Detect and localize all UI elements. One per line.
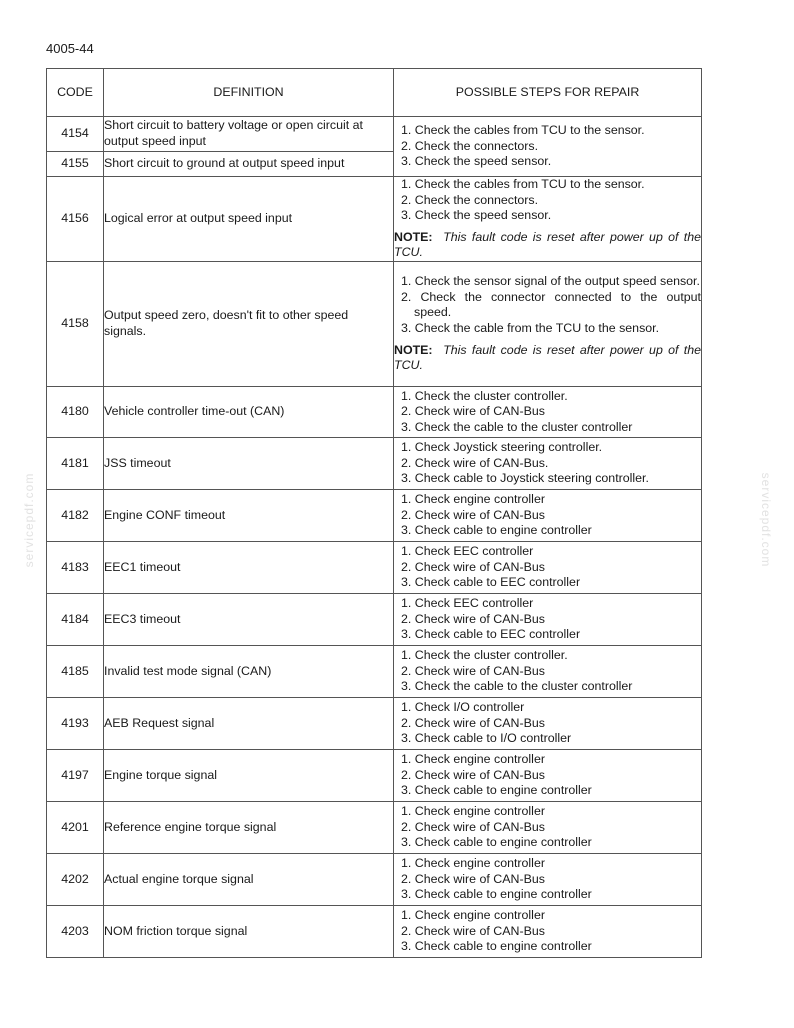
table-row <box>47 749 702 801</box>
table-row <box>47 489 702 541</box>
repair-step: 2. Check wire of CAN-Bus <box>394 924 701 940</box>
repair-step-list <box>394 908 701 955</box>
repair-step: 1. Check the cables from TCU to the sensor. <box>394 177 701 193</box>
table-row <box>47 905 702 957</box>
repair-step: 1. Check engine controller <box>394 804 701 820</box>
table-row <box>47 261 702 386</box>
table-row <box>47 645 702 697</box>
repair-step: 3. Check the cable from the TCU to the sensor. <box>394 321 701 337</box>
repair-step: 1. Check Joystick steering controller. <box>394 440 701 456</box>
repair-step: 1. Check the cables from TCU to the sensor. <box>394 123 701 139</box>
table-row <box>47 593 702 645</box>
fault-code: 4154 <box>47 117 104 152</box>
repair-step: 1. Check engine controller <box>394 908 701 924</box>
repair-step: 1. Check the sensor signal of the output speed sensor. <box>394 274 701 290</box>
repair-steps <box>394 261 702 386</box>
repair-step: 2. Check wire of CAN-Bus. <box>394 456 701 472</box>
repair-step: 3. Check the cable to the cluster controller <box>394 679 701 695</box>
repair-step: 3. Check cable to engine controller <box>394 887 701 903</box>
repair-step: 2. Check wire of CAN-Bus <box>394 404 701 420</box>
repair-steps <box>394 177 702 262</box>
repair-steps <box>394 645 702 697</box>
fault-definition: NOM friction torque signal <box>104 905 394 957</box>
repair-step: 3. Check cable to engine controller <box>394 523 701 539</box>
fault-definition: Vehicle controller time-out (CAN) <box>104 386 394 437</box>
repair-step-list <box>394 123 701 170</box>
fault-definition: Output speed zero, doesn't fit to other speed signals. <box>104 261 394 386</box>
repair-steps <box>394 541 702 593</box>
fault-code: 4181 <box>47 437 104 489</box>
repair-step: 1. Check EEC controller <box>394 596 701 612</box>
watermark-left: servicepdf.com <box>22 472 36 568</box>
table-row <box>47 541 702 593</box>
repair-step: 3. Check cable to I/O controller <box>394 731 701 747</box>
repair-steps <box>394 853 702 905</box>
table-row <box>47 117 702 152</box>
repair-step: 3. Check cable to Joystick steering controller. <box>394 471 701 487</box>
fault-definition: Reference engine torque signal <box>104 801 394 853</box>
header-code: CODE <box>47 69 104 117</box>
repair-step: 2. Check the connector connected to the output speed. <box>394 290 701 321</box>
repair-step-list <box>394 700 701 747</box>
fault-code: 4156 <box>47 177 104 262</box>
table-row <box>47 697 702 749</box>
repair-step-list <box>394 804 701 851</box>
fault-definition: Engine torque signal <box>104 749 394 801</box>
repair-step-list <box>394 177 701 224</box>
repair-step-list <box>394 544 701 591</box>
fault-definition: JSS timeout <box>104 437 394 489</box>
note-label: NOTE: <box>394 229 433 244</box>
repair-step: 1. Check I/O controller <box>394 700 701 716</box>
header-repair: POSSIBLE STEPS FOR REPAIR <box>394 69 702 117</box>
watermark-right: servicepdf.com <box>759 472 773 568</box>
table-row <box>47 177 702 262</box>
fault-definition: EEC3 timeout <box>104 593 394 645</box>
table-row <box>47 437 702 489</box>
repair-step: 3. Check cable to EEC controller <box>394 627 701 643</box>
repair-step-list <box>394 274 701 336</box>
fault-code: 4201 <box>47 801 104 853</box>
table-row <box>47 386 702 437</box>
table-row <box>47 801 702 853</box>
repair-step-list <box>394 752 701 799</box>
fault-code: 4185 <box>47 645 104 697</box>
repair-step: 2. Check the connectors. <box>394 139 701 155</box>
repair-step-list <box>394 856 701 903</box>
repair-note <box>394 230 701 261</box>
repair-step-list <box>394 440 701 487</box>
fault-code-table <box>46 68 702 958</box>
repair-step: 1. Check the cluster controller. <box>394 389 701 405</box>
repair-step: 2. Check the connectors. <box>394 193 701 209</box>
header-definition: DEFINITION <box>104 69 394 117</box>
repair-steps <box>394 386 702 437</box>
repair-steps <box>394 801 702 853</box>
table-row <box>47 853 702 905</box>
repair-step-list <box>394 648 701 695</box>
repair-step: 2. Check wire of CAN-Bus <box>394 612 701 628</box>
repair-steps <box>394 437 702 489</box>
repair-step: 1. Check engine controller <box>394 752 701 768</box>
repair-steps <box>394 117 702 177</box>
repair-step: 2. Check wire of CAN-Bus <box>394 664 701 680</box>
repair-steps <box>394 593 702 645</box>
fault-definition: EEC1 timeout <box>104 541 394 593</box>
page-number: 4005-44 <box>46 41 94 56</box>
repair-step-list <box>394 596 701 643</box>
repair-step: 3. Check the speed sensor. <box>394 154 701 170</box>
fault-definition: Engine CONF timeout <box>104 489 394 541</box>
fault-definition: Invalid test mode signal (CAN) <box>104 645 394 697</box>
repair-steps <box>394 489 702 541</box>
fault-code: 4184 <box>47 593 104 645</box>
fault-code: 4183 <box>47 541 104 593</box>
repair-step: 3. Check cable to engine controller <box>394 835 701 851</box>
repair-steps <box>394 905 702 957</box>
repair-step: 3. Check cable to engine controller <box>394 939 701 955</box>
note-text: This fault code is reset after power up of the TCU. <box>394 229 701 260</box>
repair-step: 1. Check engine controller <box>394 492 701 508</box>
repair-step: 2. Check wire of CAN-Bus <box>394 716 701 732</box>
fault-definition: AEB Request signal <box>104 697 394 749</box>
repair-step: 3. Check the speed sensor. <box>394 208 701 224</box>
fault-code: 4197 <box>47 749 104 801</box>
fault-code: 4202 <box>47 853 104 905</box>
repair-steps <box>394 749 702 801</box>
repair-step: 1. Check engine controller <box>394 856 701 872</box>
fault-definition: Actual engine torque signal <box>104 853 394 905</box>
fault-code: 4180 <box>47 386 104 437</box>
fault-definition: Logical error at output speed input <box>104 177 394 262</box>
fault-code: 4155 <box>47 152 104 177</box>
repair-step: 2. Check wire of CAN-Bus <box>394 820 701 836</box>
repair-step: 2. Check wire of CAN-Bus <box>394 872 701 888</box>
fault-code: 4203 <box>47 905 104 957</box>
fault-code: 4182 <box>47 489 104 541</box>
repair-step-list <box>394 492 701 539</box>
repair-note <box>394 343 701 374</box>
note-text: This fault code is reset after power up of the TCU. <box>394 342 701 373</box>
repair-steps <box>394 697 702 749</box>
repair-step: 1. Check EEC controller <box>394 544 701 560</box>
fault-definition: Short circuit to battery voltage or open circuit at output speed input <box>104 117 394 152</box>
note-label: NOTE: <box>394 342 433 357</box>
repair-step: 1. Check the cluster controller. <box>394 648 701 664</box>
fault-definition: Short circuit to ground at output speed input <box>104 152 394 177</box>
fault-code: 4158 <box>47 261 104 386</box>
repair-step: 2. Check wire of CAN-Bus <box>394 560 701 576</box>
table-header-row <box>47 69 702 117</box>
repair-step: 2. Check wire of CAN-Bus <box>394 768 701 784</box>
repair-step-list <box>394 389 701 436</box>
fault-code: 4193 <box>47 697 104 749</box>
repair-step: 3. Check the cable to the cluster controller <box>394 420 701 436</box>
repair-step: 2. Check wire of CAN-Bus <box>394 508 701 524</box>
repair-step: 3. Check cable to engine controller <box>394 783 701 799</box>
repair-step: 3. Check cable to EEC controller <box>394 575 701 591</box>
